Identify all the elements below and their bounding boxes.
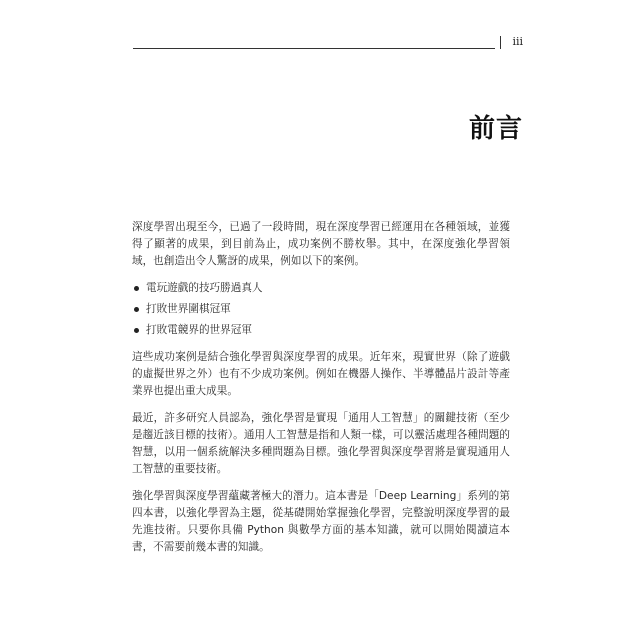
bullet-icon	[134, 307, 139, 312]
header-separator	[500, 36, 501, 49]
body-text	[132, 219, 510, 566]
bullet-icon	[134, 328, 139, 333]
header-rule	[133, 48, 495, 49]
examples-list	[132, 280, 510, 339]
running-header	[133, 34, 523, 50]
intro-paragraph: 深度學習出現至今，已過了一段時間，現在深度學習已經運用在各種領域，並獲得了顯著的成果，到目前為止，成功案例不勝枚舉。其中，在深度強化學習領域，也創造出令人驚訝的成果，例如以下的案例。	[132, 221, 510, 267]
page-number: iii	[512, 35, 523, 48]
list-item	[132, 280, 510, 297]
bullet-icon	[134, 286, 139, 291]
list-item-text: 電玩遊戲的技巧勝過真人	[146, 282, 263, 294]
chapter-title: 前言	[468, 114, 523, 144]
body-paragraph: 最近，許多研究人員認為，強化學習是實現「通用人工智慧」的關鍵技術（至少是趨近該目標的技術）。通用人工智慧是指和人類一樣，可以靈活處理各種問題的智慧，以用一個系統解決多種問題為目標。強化學習與深度學習將是實現通用人工智慧的重要技術。	[132, 412, 510, 475]
list-item-text: 打敗世界圍棋冠軍	[146, 303, 231, 315]
list-item	[132, 301, 510, 318]
list-item	[132, 322, 510, 339]
body-paragraph: 強化學習與深度學習蘊藏著極大的潛力。這本書是「Deep Learning」系列的第四本書，以強化學習為主題，從基礎開始掌握強化學習，完整說明深度學習的最先進技術。只要你具備 Python 與數學方面的基本知識，就可以開始閱讀這本書，不需要前幾本書的知識。	[132, 490, 510, 553]
list-item-text: 打敗電競界的世界冠軍	[146, 324, 252, 336]
body-paragraph: 這些成功案例是結合強化學習與深度學習的成果。近年來，現實世界（除了遊戲的虛擬世界之外）也有不少成功案例。例如在機器人操作、半導體晶片設計等產業界也提出重大成果。	[132, 351, 510, 397]
